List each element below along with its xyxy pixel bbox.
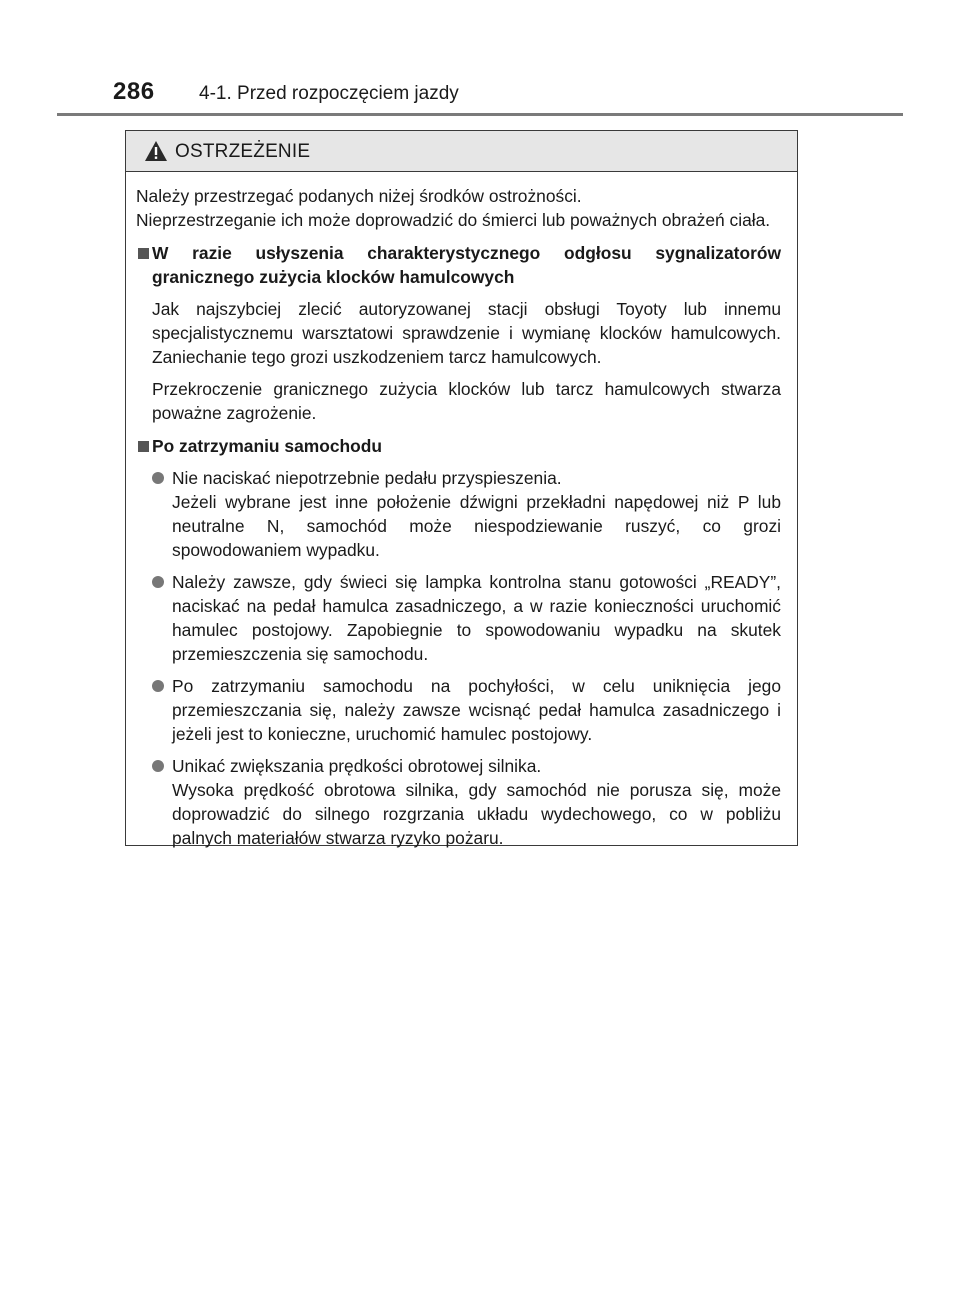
bullet-text: Po zatrzymaniu samochodu na pochyłości, w celu uniknięcia jego przemieszczania się, należy zawsze wcisnąć pedał hamulca zasadniczego i jeżeli jest to konieczne, uruchomić hamulec postojowy. bbox=[172, 676, 781, 744]
warning-box bbox=[125, 130, 798, 846]
warning-body bbox=[126, 172, 797, 850]
section-heading: W razie usłyszenia charakterystycznego odgłosu sygnalizatorów granicznego zużycia klocków hamulcowych bbox=[152, 243, 781, 287]
page-header bbox=[0, 0, 960, 120]
warning-triangle-icon bbox=[144, 140, 168, 162]
section-title: 4-1. Przed rozpoczęciem jazdy bbox=[199, 83, 459, 104]
section-brake-wear bbox=[136, 241, 781, 425]
section-after-stop bbox=[136, 434, 781, 850]
section-square-marker bbox=[138, 248, 149, 259]
intro-line-1: Należy przestrzegać podanych niżej środków ostrożności. bbox=[136, 186, 582, 206]
section-paragraph: Jak najszybciej zlecić autoryzowanej stacji obsługi Toyoty lub innemu specjalistycznemu warsztatowi sprawdzenie i wymianę klocków hamulcowych. Zaniechanie tego grozi uszkodzeniem tarcz hamulcowych. bbox=[152, 299, 781, 367]
warning-title: OSTRZEŻENIE bbox=[175, 141, 311, 162]
bullet-text: Jeżeli wybrane jest inne położenie dźwigni przekładni napędowej niż P lub neutralne N, samochód może niespodziewanie ruszyć, co grozi spowodowaniem wypadku. bbox=[172, 492, 781, 560]
warning-header bbox=[126, 131, 797, 172]
section-heading: Po zatrzymaniu samochodu bbox=[152, 436, 382, 456]
bullet-lead: Unikać zwiększania prędkości obrotowej silnika. bbox=[172, 756, 542, 776]
list-item bbox=[152, 466, 781, 562]
bullet-text: Należy zawsze, gdy świeci się lampka kontrolna stanu gotowości „READY”, naciskać na pedał hamulca zasadniczego, a w razie konieczności uruchomić hamulec postojowy. Zapobiegnie to spowodowaniu wypadku na skutek przemieszczenia się samochodu. bbox=[172, 572, 781, 664]
list-item bbox=[152, 570, 781, 666]
intro-line-2: Nieprzestrzeganie ich może doprowadzić do śmierci lub poważnych obrażeń ciała. bbox=[136, 210, 771, 230]
section-paragraph: Przekroczenie granicznego zużycia klocków lub tarcz hamulcowych stwarza poważne zagrożenie. bbox=[152, 379, 781, 423]
bullet-circle-marker bbox=[152, 680, 164, 692]
bullet-text: Wysoka prędkość obrotowa silnika, gdy samochód nie porusza się, może doprowadzić do silnego rozgrzania układu wydechowego, co w pobliżu palnych materiałów stwarza ryzyko pożaru. bbox=[172, 780, 781, 848]
bullet-circle-marker bbox=[152, 472, 164, 484]
list-item bbox=[152, 754, 781, 850]
section-square-marker bbox=[138, 441, 149, 452]
bullet-circle-marker bbox=[152, 760, 164, 772]
list-item bbox=[152, 674, 781, 746]
bullet-circle-marker bbox=[152, 576, 164, 588]
bullet-lead: Nie naciskać niepotrzebnie pedału przyspieszenia. bbox=[172, 468, 562, 488]
header-rule bbox=[57, 113, 903, 116]
page-number: 286 bbox=[113, 78, 155, 105]
